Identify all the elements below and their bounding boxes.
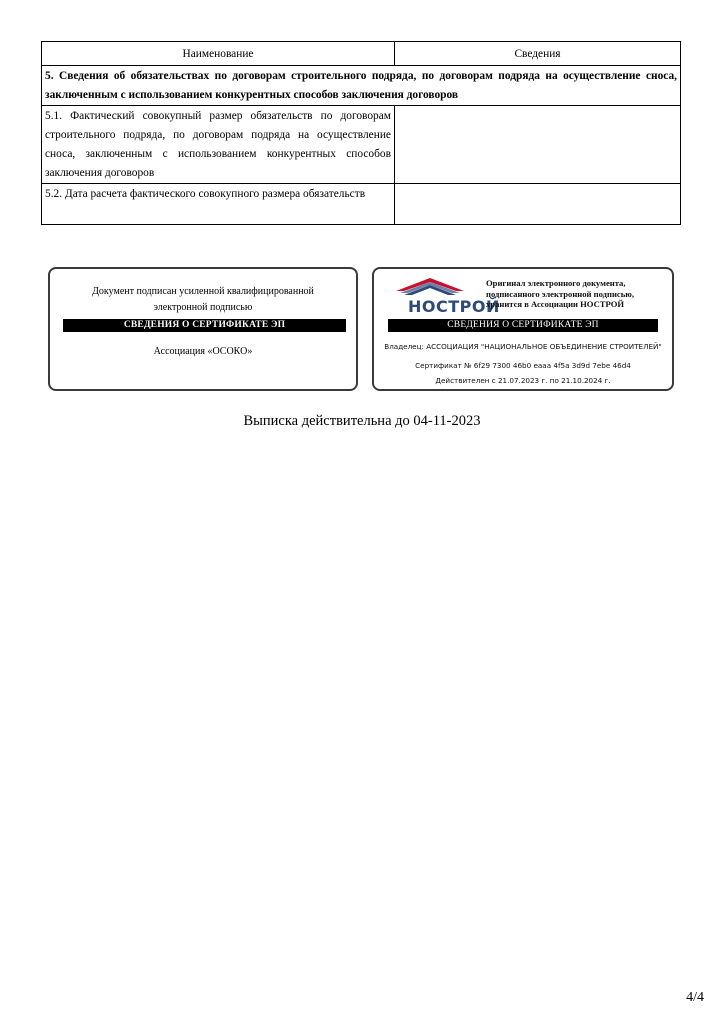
page-number: 4/4 (686, 990, 704, 1005)
table-header-row (42, 42, 681, 66)
signed-by-line-1: Документ подписан усиленной квалифицированной (92, 286, 314, 297)
row-5-1-name: 5.1. Фактический совокупный размер обязательств по договорам строительного подряда, по договорам подряда на осуществление сноса, заключенным с использованием конкурентных способов заключения договоров (42, 106, 395, 184)
table-row (42, 106, 681, 184)
original-note-line-1: Оригинал электронного документа, (486, 278, 626, 288)
section-5-title: 5. Сведения об обязательствах по договорам строительного подряда, по договорам подряда на осуществление сноса, заключенным с использованием конкурентных способов заключения договоров (42, 66, 681, 106)
row-5-2-value (395, 184, 681, 225)
original-note-line-3: хранится в Ассоциации НОСТРОЙ (486, 299, 625, 309)
certificate-info-bar: СВЕДЕНИЯ О СЕРТИФИКАТЕ ЭП (388, 319, 658, 332)
signer-organization: Ассоциация «ОСОКО» (153, 346, 253, 357)
certificate-number: Сертификат № 6f29 7300 46b0 eaaa 4f5a 3d9d 7ebe 46d4 (415, 361, 631, 370)
signed-by-line-2: электронной подписью (153, 302, 253, 313)
nostroy-logo-text: НОСТРОЙ (408, 297, 500, 316)
signature-stamp-nostroy (372, 267, 674, 391)
original-note-line-2: подписанного электронной подписью, (486, 288, 634, 299)
original-storage-note (486, 278, 671, 310)
signature-stamp-osoko (48, 267, 358, 391)
header-value: Сведения (395, 42, 681, 66)
table-row (42, 184, 681, 225)
certificate-info-bar: СВЕДЕНИЯ О СЕРТИФИКАТЕ ЭП (63, 319, 346, 332)
section-5-row (42, 66, 681, 106)
header-name: Наименование (42, 42, 395, 66)
row-5-2-name: 5.2. Дата расчета фактического совокупного размера обязательств (42, 184, 395, 225)
row-5-1-value (395, 106, 681, 184)
info-table (41, 41, 681, 225)
certificate-owner: Владелец: АССОЦИАЦИЯ "НАЦИОНАЛЬНОЕ ОБЪЕДИНЕНИЕ СТРОИТЕЛЕЙ" (384, 342, 662, 351)
extract-validity-note: Выписка действительна до 04-11-2023 (243, 413, 481, 429)
nostroy-logo (390, 275, 500, 316)
certificate-validity: Действителен с 21.07.2023 г. по 21.10.2024 г. (435, 376, 611, 385)
